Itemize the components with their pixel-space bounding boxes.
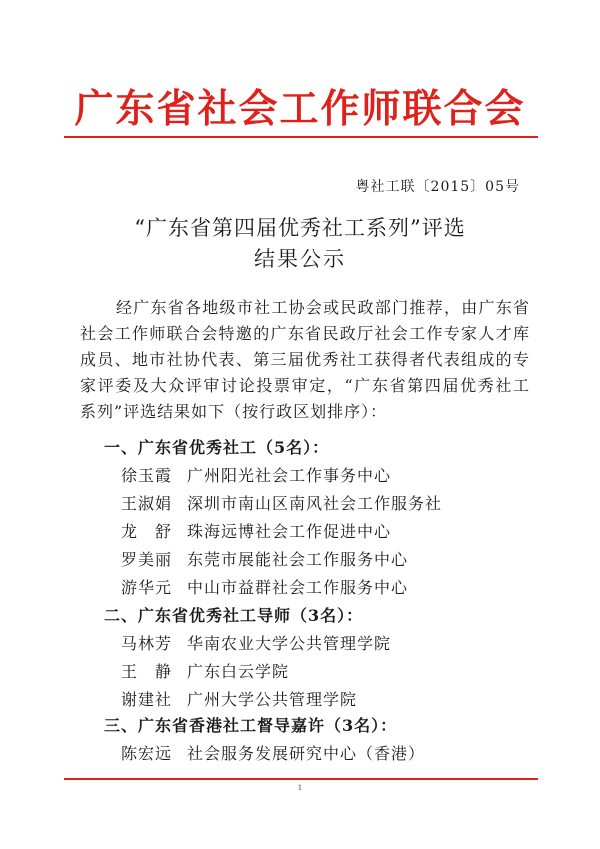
awardee-name: 罗美丽 xyxy=(121,550,173,569)
mentor-org: 华南农业大学公共管理学院 xyxy=(187,634,392,653)
list-item xyxy=(121,519,391,542)
document-title-line2: 结果公示 xyxy=(254,247,346,271)
list-item xyxy=(121,687,357,710)
list-item xyxy=(121,631,391,654)
list-item xyxy=(121,659,289,682)
list-item xyxy=(121,547,408,570)
intro-paragraph: 经广东省各地级市社工协会或民政部门推荐，由广东省社会工作师联合会特邀的广东省民政厅社会工作专家人才库成员、地市社协代表、第三届优秀社工获得者代表组成的专家评委及大众评审讨论投票审定，“广东省第四届优秀社工系列”评选结果如下（按行政区划排序）： xyxy=(80,298,530,421)
supervisor-org: 社会服务发展研究中心（香港） xyxy=(187,744,426,763)
awardee-name: 王淑娟 xyxy=(121,494,173,513)
awardee-name: 龙 舒 xyxy=(121,522,173,541)
footer-rule xyxy=(64,778,538,780)
letterhead-rule xyxy=(64,136,538,138)
awardee-name: 徐玉霞 xyxy=(121,466,173,485)
awardee-org: 珠海远博社会工作促进中心 xyxy=(187,522,392,541)
mentor-name: 王 静 xyxy=(121,662,173,681)
list-item xyxy=(121,741,425,764)
mentor-name: 马林芳 xyxy=(121,634,173,653)
awardee-org: 中山市益群社会工作服务中心 xyxy=(187,578,409,597)
awardee-org: 广州阳光社会工作事务中心 xyxy=(187,466,392,485)
section-heading-1: 一、广东省优秀社工（5名）： xyxy=(104,438,330,457)
supervisor-name: 陈宏远 xyxy=(121,744,173,763)
document-title-line1: “广东省第四届优秀社工系列”评选 xyxy=(134,216,466,240)
awardee-org: 深圳市南山区南风社会工作服务社 xyxy=(187,494,443,513)
letterhead-title: 广东省社会工作师联合会 xyxy=(74,86,526,132)
page-number: 1 xyxy=(297,784,303,792)
section-heading-2: 二、广东省优秀社工导师（3名）： xyxy=(104,606,364,625)
mentor-org: 广州大学公共管理学院 xyxy=(187,690,358,709)
awardee-name: 游华元 xyxy=(121,578,173,597)
document-number: 粤社工联〔2015〕05号 xyxy=(355,179,520,195)
mentor-org: 广东白云学院 xyxy=(187,662,290,681)
mentor-name: 谢建社 xyxy=(121,690,173,709)
list-item xyxy=(121,575,408,598)
list-item xyxy=(121,463,391,486)
list-item xyxy=(121,491,442,514)
section-heading-3: 三、广东省香港社工督导嘉许（3名）： xyxy=(104,716,398,735)
awardee-org: 东莞市展能社会工作服务中心 xyxy=(187,550,409,569)
